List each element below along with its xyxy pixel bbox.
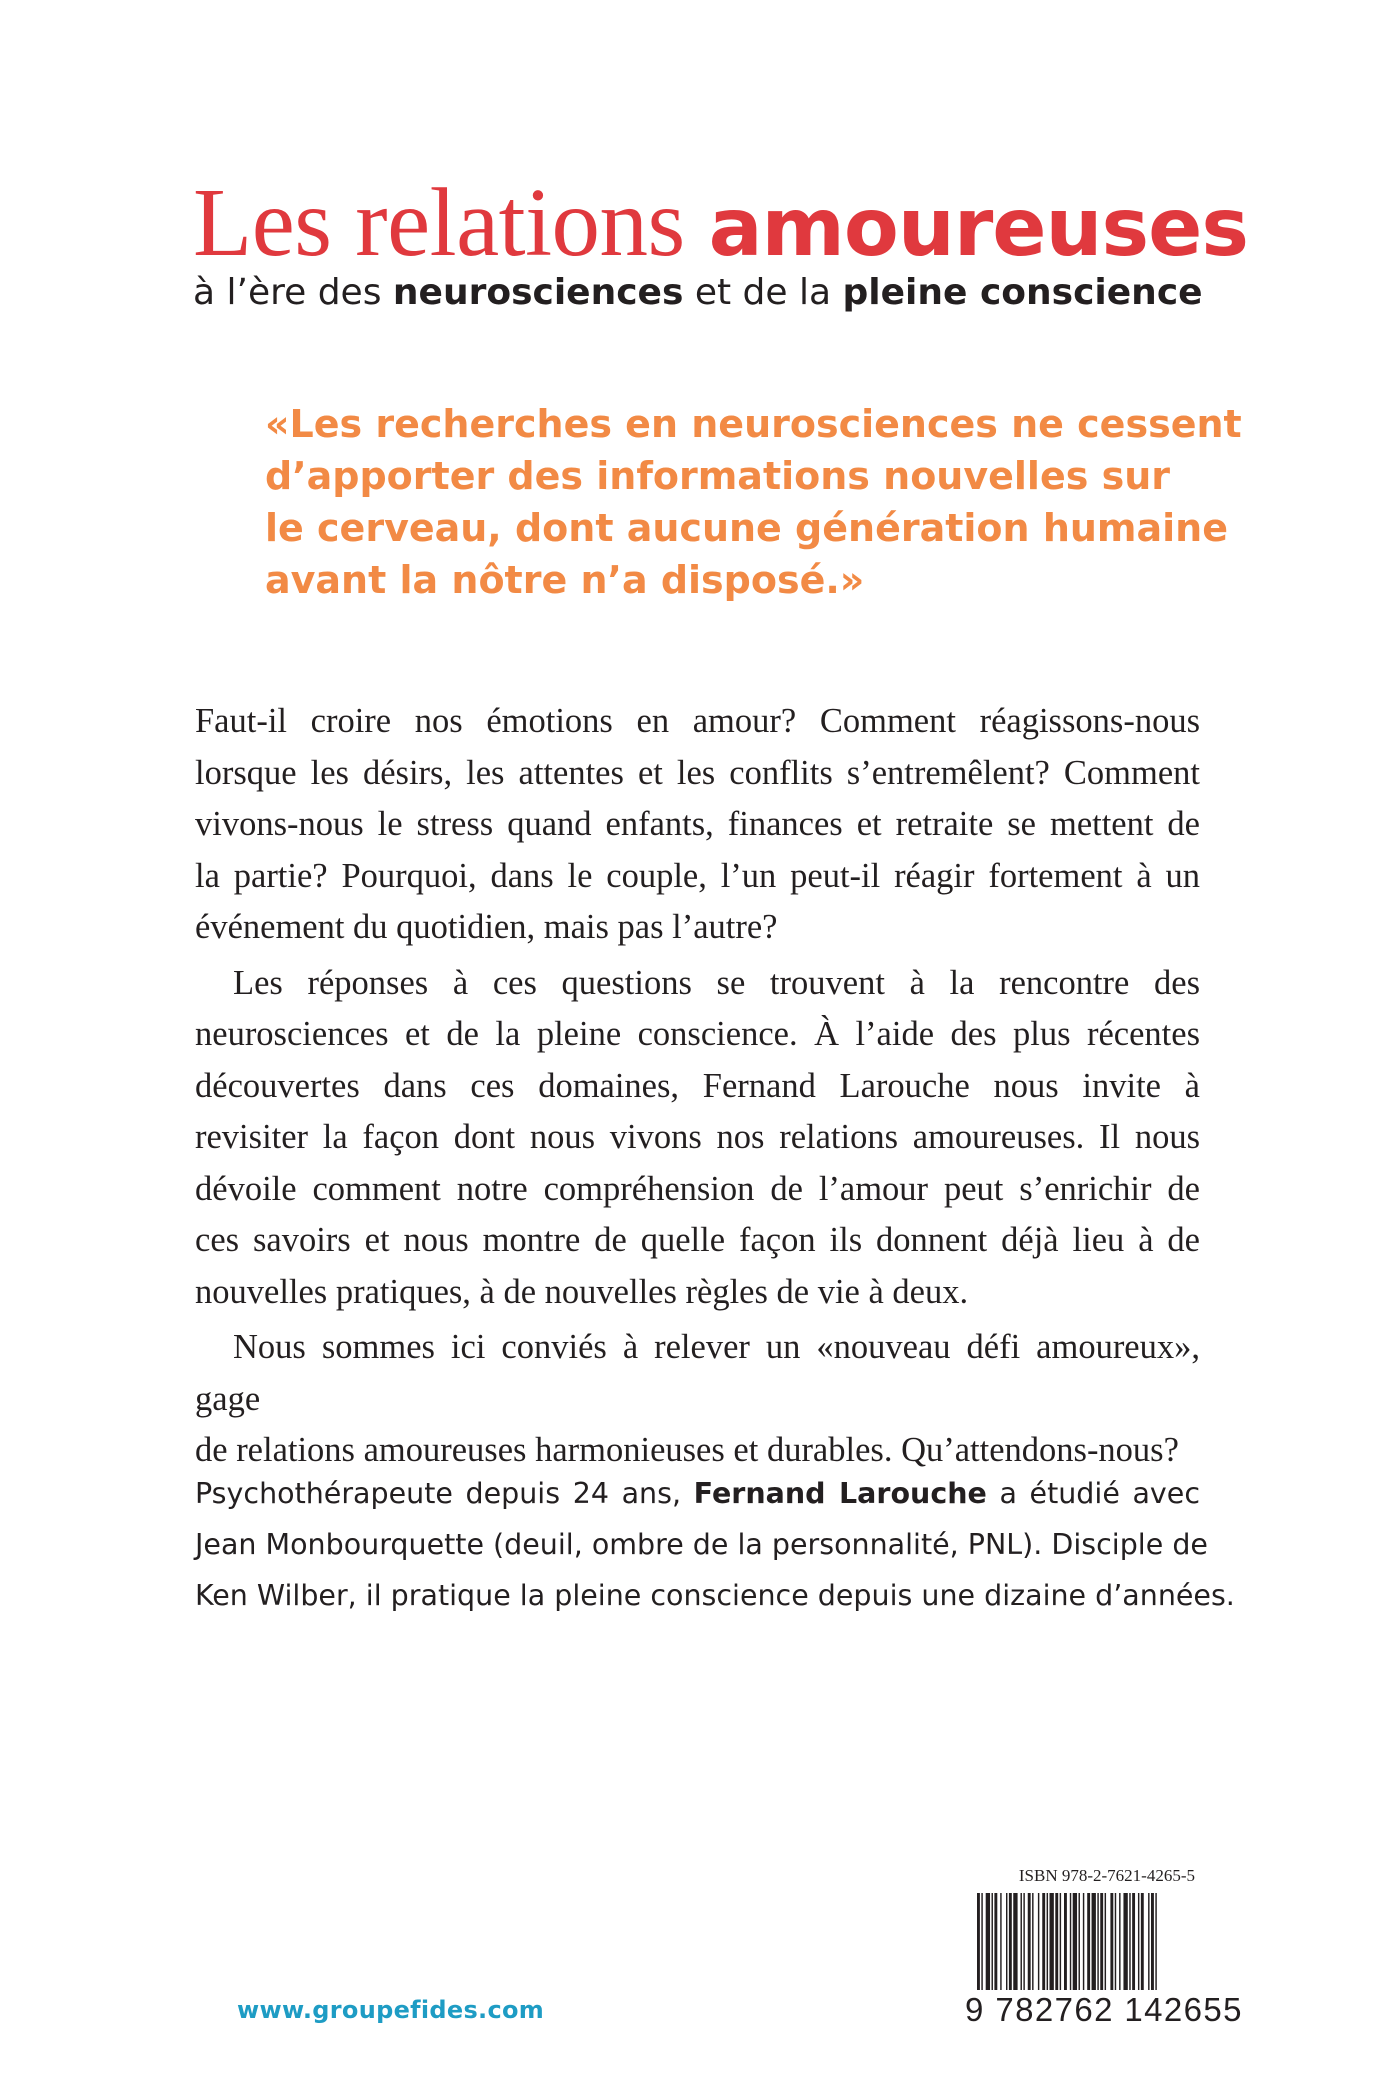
paragraph-1-line-4: la partie? Pourquoi, dans le couple, l’un peut-il réagir fortement à un bbox=[195, 856, 1200, 895]
bio-line-2: Jean Monbourquette (deuil, ombre de la personnalité, PNL). Disciple de bbox=[195, 1528, 1208, 1561]
paragraph-2-line-1: Les réponses à ces questions se trouvent à la rencontre des bbox=[233, 963, 1200, 1002]
author-bio bbox=[195, 1468, 1235, 1621]
subtitle-neurosciences: neurosciences bbox=[392, 272, 684, 313]
barcode-digits: 9 782762 142655 bbox=[965, 1991, 1243, 2028]
paragraph-2-line-6: ces savoirs et nous montre de quelle façon ils donnent déjà lieu à de bbox=[195, 1221, 1200, 1259]
paragraph-3-line-2: de relations amoureuses harmonieuses et durables. Qu’attendons-nous? bbox=[195, 1431, 1179, 1469]
quote-line-4: avant la nôtre n’a disposé.» bbox=[265, 558, 865, 602]
paragraph-1-line-1: Faut-il croire nos émotions en amour? Comment réagissons-nous bbox=[195, 702, 1200, 740]
publisher-website[interactable]: www.groupefides.com bbox=[237, 1996, 545, 2024]
title-bold: amoureuses bbox=[708, 181, 1248, 274]
quote-line-1: «Les recherches en neurosciences ne cessent bbox=[265, 402, 1242, 446]
subtitle-part-1: à l’ère des bbox=[193, 272, 393, 313]
quote-line-2: d’apporter des informations nouvelles sur bbox=[265, 454, 1170, 498]
book-title bbox=[193, 168, 1248, 283]
paragraph-2-line-2: neurosciences et de la pleine conscience. À l’aide des plus récentes bbox=[195, 1015, 1200, 1053]
title-regular: Les relations bbox=[193, 169, 709, 276]
bio-line-1-start: Psychothérapeute depuis 24 ans, bbox=[195, 1477, 694, 1510]
book-subtitle bbox=[193, 268, 1203, 318]
paragraph-1-line-3: vivons-nous le stress quand enfants, finances et retraite se mettent de bbox=[195, 805, 1200, 843]
paragraph-2-line-4: revisiter la façon dont nous vivons nos relations amoureuses. Il nous bbox=[195, 1118, 1200, 1156]
isbn-label: ISBN 978-2-7621-4265-5 bbox=[1018, 1866, 1195, 1885]
description-paragraph-3 bbox=[195, 1322, 1200, 1477]
subtitle-part-3: et de la bbox=[683, 272, 843, 313]
quote-line-3: le cerveau, dont aucune génération humaine bbox=[265, 506, 1229, 550]
author-name: Fernand Larouche bbox=[693, 1477, 987, 1510]
description bbox=[195, 696, 1200, 1477]
bio-line-3: Ken Wilber, il pratique la pleine conscience depuis une dizaine d’années. bbox=[195, 1579, 1235, 1612]
paragraph-1-line-2: lorsque les désirs, les attentes et les conflits s’entremêlent? Comment bbox=[195, 753, 1200, 792]
subtitle-pleine-conscience: pleine conscience bbox=[842, 272, 1203, 313]
description-paragraph-2 bbox=[195, 958, 1200, 1319]
paragraph-2-line-5: dévoile comment notre compréhension de l’amour peut s’enrichir de bbox=[195, 1169, 1200, 1208]
description-paragraph-1 bbox=[195, 696, 1200, 954]
bio-line-1 bbox=[195, 1468, 1200, 1519]
paragraph-2-line-7: nouvelles pratiques, à de nouvelles règles de vie à deux. bbox=[195, 1272, 969, 1311]
pull-quote bbox=[265, 398, 1265, 606]
paragraph-3-line-1: Nous sommes ici conviés à relever un «nouveau défi amoureux», gage bbox=[195, 1328, 1200, 1418]
bio-line-1-end: a étudié avec bbox=[986, 1477, 1200, 1510]
paragraph-2-line-3: découvertes dans ces domaines, Fernand Larouche nous invite à bbox=[195, 1066, 1200, 1105]
paragraph-1-line-5: événement du quotidien, mais pas l’autre? bbox=[195, 908, 778, 946]
